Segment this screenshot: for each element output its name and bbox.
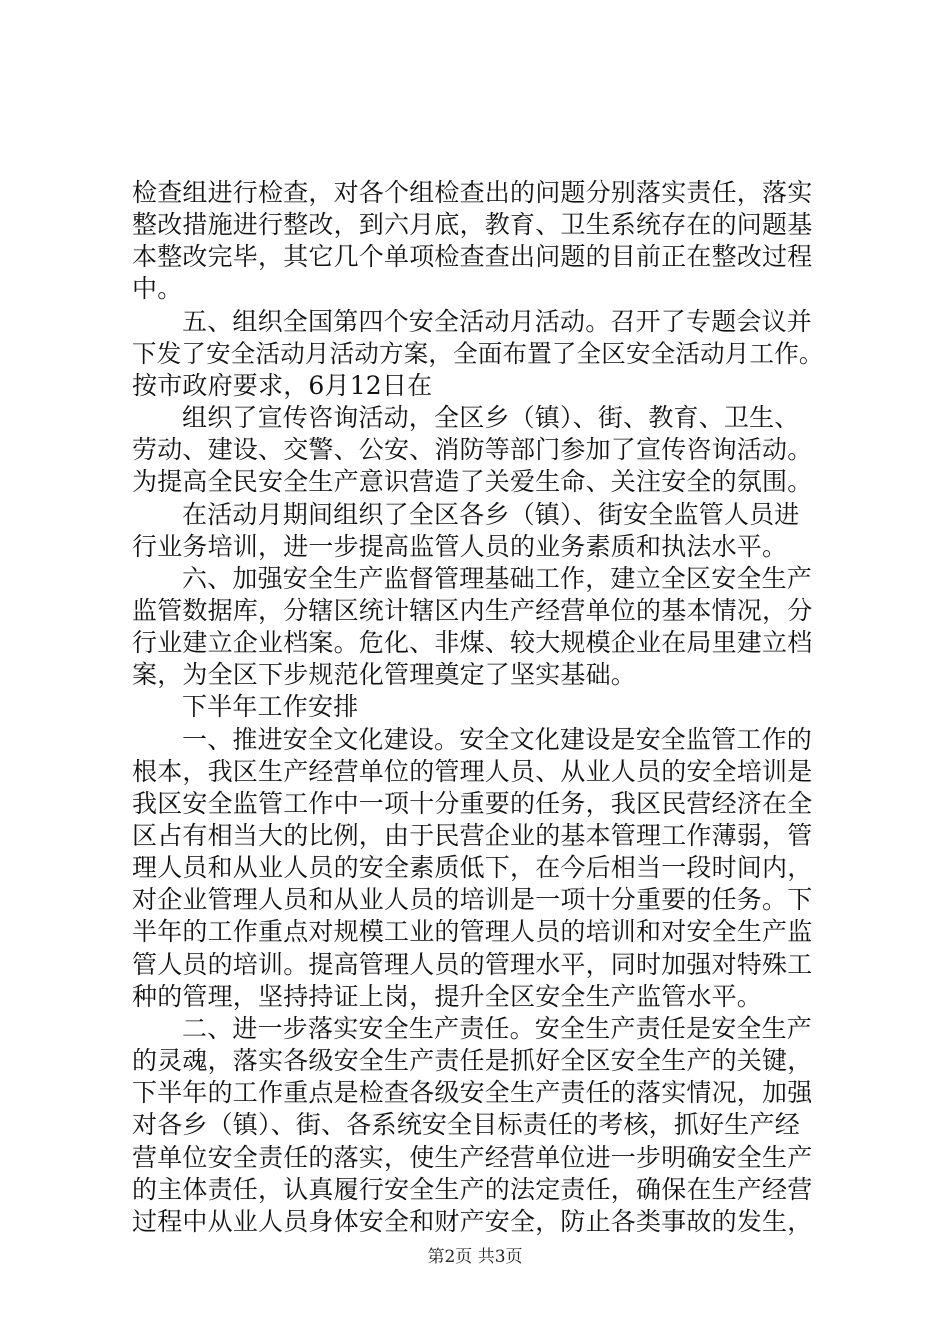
text-line: 根本，我区生产经营单位的管理人员、从业人员的安全培训是 bbox=[132, 756, 813, 786]
text-line: 案，为全区下步规范化管理奠定了坚实基础。 bbox=[132, 660, 637, 690]
text-line: 监管数据库，分辖区统计辖区内生产经营单位的基本情况，分 bbox=[132, 595, 813, 625]
text-line: 下发了安全活动月活动方案，全面布置了全区安全活动月工作。 bbox=[132, 338, 824, 368]
paragraph-start-line: 一、推进安全文化建设。安全文化建设是安全监管工作的 bbox=[182, 724, 813, 754]
text-line: 半年的工作重点对规模工业的管理人员的培训和对安全生产监 bbox=[132, 917, 813, 947]
text-line: 管人员的培训。提高管理人员的管理水平，同时加强对特殊工 bbox=[132, 949, 813, 979]
text-line: 理人员和从业人员的安全素质低下，在今后相当一段时间内， bbox=[132, 853, 813, 883]
text-line: 营单位安全责任的落实，使生产经营单位进一步明确安全生产 bbox=[132, 1142, 813, 1172]
text-line: 中。 bbox=[132, 274, 183, 304]
text-line: 对企业管理人员和从业人员的培训是一项十分重要的任务。下 bbox=[132, 885, 813, 915]
paragraph-start-line: 组织了宣传咨询活动，全区乡（镇）、街、教育、卫生、 bbox=[182, 403, 800, 433]
text-line: 我区安全监管工作中一项十分重要的任务，我区民营经济在全 bbox=[132, 788, 813, 818]
text-line: 按市政府要求，6月12日在 bbox=[132, 370, 433, 400]
text-line: 的主体责任，认真履行安全生产的法定责任，确保在生产经营 bbox=[132, 1174, 813, 1204]
paragraph-start-line: 五、组织全国第四个安全活动月活动。召开了专题会议并 bbox=[182, 306, 813, 336]
text-line: 行业务培训，进一步提高监管人员的业务素质和执法水平。 bbox=[132, 531, 788, 561]
text-line: 过程中从业人员身体安全和财产安全，防止各类事故的发生， bbox=[132, 1206, 813, 1236]
text-line: 种的管理，坚持持证上岗，提升全区安全生产监管水平。 bbox=[132, 981, 763, 1011]
text-line: 的灵魂，落实各级安全生产责任是抓好全区安全生产的关键， bbox=[132, 1046, 813, 1076]
text-line: 本整改完毕，其它几个单项检查查出问题的目前正在整改过程 bbox=[132, 242, 813, 272]
text-line: 下半年的工作重点是检查各级安全生产责任的落实情况，加强 bbox=[132, 1078, 813, 1108]
text-line: 劳动、建设、交警、公安、消防等部门参加了宣传咨询活动。 bbox=[132, 435, 813, 465]
section-heading: 下半年工作安排 bbox=[182, 692, 359, 722]
paragraph-start-line: 在活动月期间组织了全区各乡（镇）、街安全监管人员进 bbox=[182, 499, 800, 529]
text-line: 对各乡（镇）、街、各系统安全目标责任的考核，抓好生产经 bbox=[132, 1110, 800, 1140]
text-line: 为提高全民安全生产意识营造了关爱生命、关注安全的氛围。 bbox=[132, 467, 813, 497]
text-line: 行业建立企业档案。危化、非煤、较大规模企业在局里建立档 bbox=[132, 628, 813, 658]
text-line: 检查组进行检查，对各个组检查出的问题分别落实责任，落实 bbox=[132, 178, 813, 207]
text-line: 整改措施进行整改，到六月底，教育、卫生系统存在的问题基 bbox=[132, 210, 813, 240]
page-number-footer: 第2页 共3页 bbox=[427, 1247, 523, 1267]
text-line: 区占有相当大的比例，由于民营企业的基本管理工作薄弱，管 bbox=[132, 821, 813, 851]
paragraph-start-line: 二、进一步落实安全生产责任。安全生产责任是安全生产 bbox=[182, 1013, 813, 1043]
paragraph-start-line: 六、加强安全生产监督管理基础工作，建立全区安全生产 bbox=[182, 563, 813, 593]
